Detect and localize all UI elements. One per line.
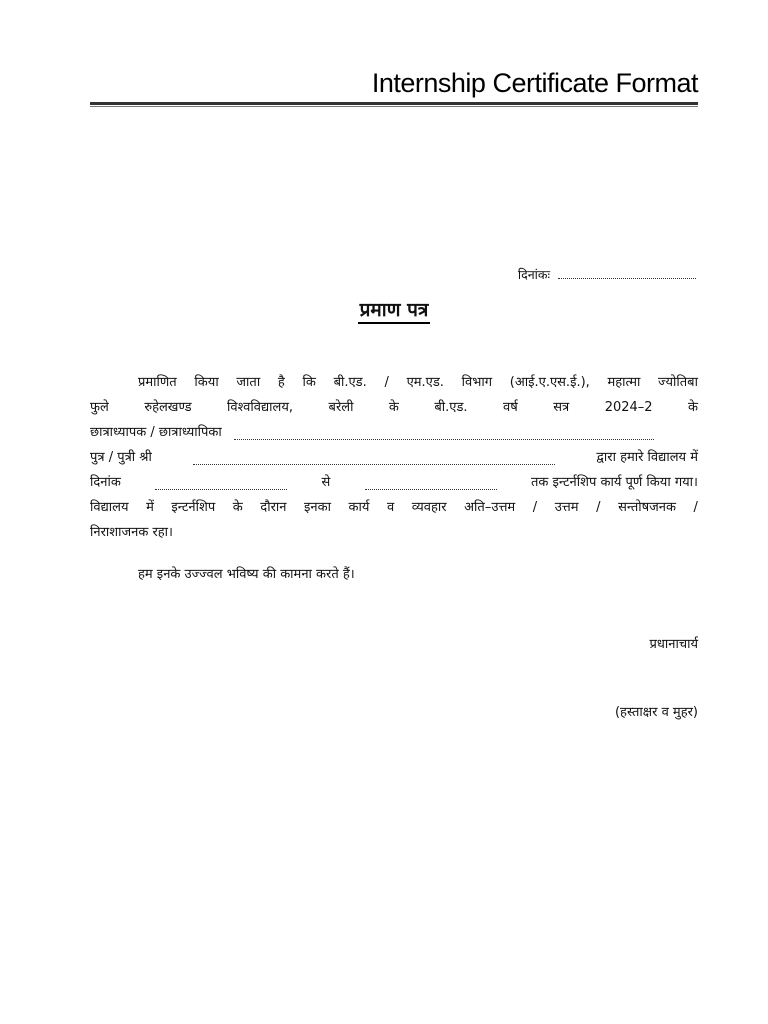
parent-name-fill-line — [193, 450, 555, 465]
body-word: के — [388, 400, 399, 415]
body-word: प्रमाणित — [138, 375, 177, 390]
from-text: से — [321, 475, 331, 490]
body-word: 2024–2 — [604, 400, 653, 415]
body-word: कार्य — [348, 500, 370, 515]
body-word: उत्तम — [554, 500, 579, 515]
body-word: विभाग — [461, 375, 493, 390]
body-word: इनका — [304, 500, 331, 515]
from-date-fill-line — [155, 475, 287, 490]
body-word: व्यवहार — [411, 500, 447, 515]
body-word: विश्वविद्यालय, — [227, 400, 294, 415]
from-date-label: दिनांक — [90, 475, 121, 490]
body-word: महात्मा — [607, 375, 641, 390]
body-line-4 — [90, 445, 698, 470]
body-word: बी.एड. — [434, 400, 468, 415]
trainee-label: छात्राध्यापक / छात्राध्यापिका — [90, 425, 222, 440]
body-word: जाता — [236, 375, 261, 390]
completion-text: तक इन्टर्नशिप कार्य पूर्ण किया गया। — [531, 475, 698, 490]
trainee-name-fill-line — [234, 425, 654, 440]
body-word: (आई.ए.एस.ई.), — [509, 375, 590, 390]
body-word: फुले — [90, 400, 109, 415]
conduct-option-text: निराशाजनक रहा। — [90, 525, 173, 540]
certificate-heading — [0, 296, 768, 322]
certificate-body — [90, 370, 698, 545]
body-word: विद्यालय — [90, 500, 129, 515]
body-word: एम.एड. — [406, 375, 444, 390]
body-word: / — [532, 500, 538, 515]
body-word: कि — [302, 375, 316, 390]
body-word: व — [386, 500, 395, 515]
body-line-5 — [90, 470, 698, 495]
body-line-7 — [90, 520, 698, 545]
body-word: दौरान — [260, 500, 287, 515]
body-word: में — [146, 500, 154, 515]
body-word: है — [277, 375, 285, 390]
body-word: बरेली — [328, 400, 354, 415]
body-word: सन्तोषजनक — [618, 500, 676, 515]
to-date-fill-line — [365, 475, 497, 490]
body-line-6 — [90, 495, 698, 520]
body-word: के — [688, 400, 698, 415]
through-school-text: द्वारा हमारे विद्यालय में — [596, 450, 698, 465]
header-divider — [90, 102, 698, 107]
body-word: बी.एड. — [333, 375, 367, 390]
body-word: इन्टर्नशिप — [171, 500, 216, 515]
body-word: किया — [194, 375, 219, 390]
date-fill-line — [558, 278, 696, 279]
wishes-paragraph: हम इनके उज्ज्वल भविष्य की कामना करते हैं। — [138, 567, 355, 582]
body-word: / — [596, 500, 601, 515]
body-word: / — [384, 375, 389, 390]
body-word: वर्ष — [503, 400, 518, 415]
date-label: दिनांकः — [517, 267, 551, 282]
parent-label: पुत्र / पुत्री श्री — [90, 450, 152, 465]
body-word: रुहेलखण्ड — [144, 400, 192, 415]
signature-seal-label: (हस्ताक्षर व मुहर) — [614, 705, 698, 720]
body-line-1 — [90, 370, 698, 395]
body-line-3 — [90, 420, 698, 445]
body-line-2 — [90, 395, 698, 420]
body-word: सत्र — [553, 400, 570, 415]
principal-label: प्रधानाचार्य — [649, 637, 698, 652]
body-word: ज्योतिबा — [658, 375, 698, 390]
page-title: Internship Certificate Format — [371, 68, 698, 98]
body-word: / — [693, 500, 698, 515]
body-word: अति–उत्तम — [464, 500, 516, 515]
date-line — [518, 266, 696, 283]
certificate-heading-text: प्रमाण पत्र — [358, 299, 431, 324]
body-word: के — [232, 500, 243, 515]
